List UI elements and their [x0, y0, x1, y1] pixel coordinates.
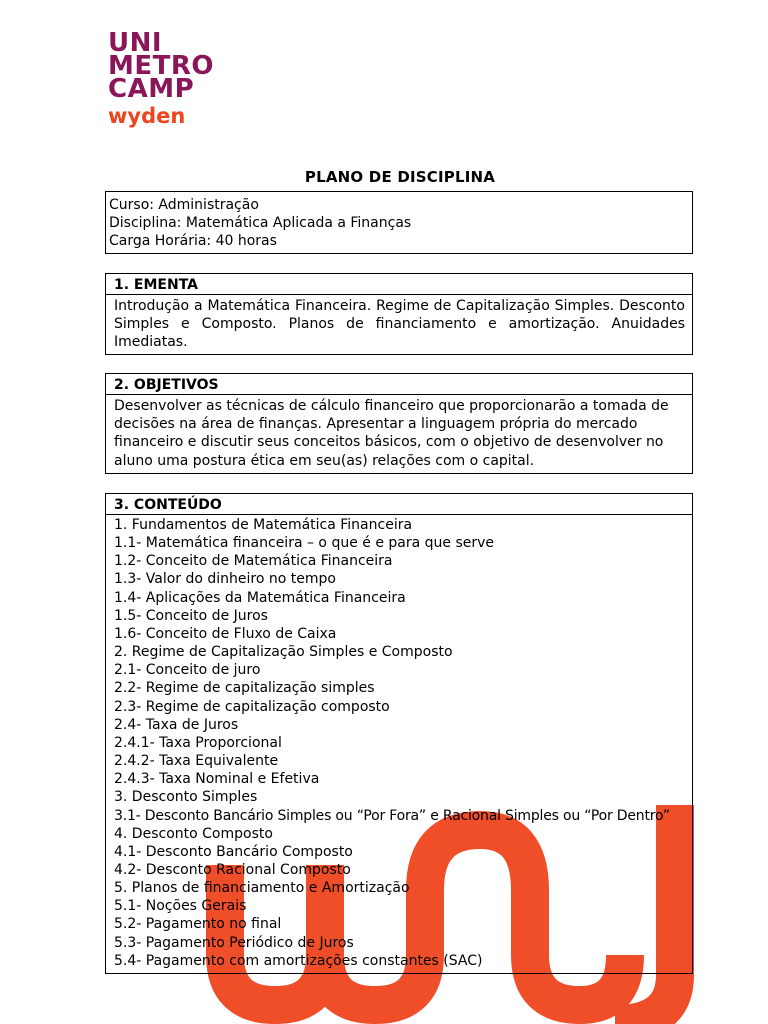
list-item: 1. Fundamentos de Matemática Financeira — [114, 517, 413, 533]
list-item: 2.3- Regime de capitalização composto — [114, 698, 390, 715]
list-item: 4. Desconto Composto — [114, 825, 273, 842]
list-item: 1.6- Conceito de Fluxo de Caixa — [114, 625, 337, 642]
ementa-section — [105, 273, 693, 355]
ementa-heading: 1. EMENTA — [106, 274, 692, 295]
list-item: 2. Regime de Capitalização Simples e Composto — [114, 644, 453, 661]
list-item: 5.1- Noções Gerais — [114, 898, 247, 915]
conteudo-section — [105, 493, 693, 974]
list-item: 1.4- Aplicações da Matemática Financeira — [114, 589, 406, 606]
list-item: 2.4.3- Taxa Nominal e Efetiva — [114, 771, 320, 788]
list-item: 2.4.1- Taxa Proporcional — [114, 734, 282, 751]
list-item: 1.2- Conceito de Matemática Financeira — [114, 553, 393, 570]
objetivos-text: Desenvolver as técnicas de cálculo financeiro que proporcionarão a tomada de decisões na área de finanças. Apresentar a linguagem própria do mercado financeiro e discutir seus conceitos básicos, com o objetivo de desenvolver no aluno uma postura ética em seu(as) relações com o capital. — [114, 398, 669, 469]
logo-line-camp: CAMP — [108, 74, 195, 104]
list-item: 2.2- Regime de capitalização simples — [114, 680, 375, 697]
objetivos-heading: 2. OBJETIVOS — [106, 374, 692, 395]
list-item: 3. Desconto Simples — [114, 789, 258, 806]
logo-line-uni: UNI — [108, 28, 163, 58]
discipline-name: Disciplina: Matemática Aplicada a Finanças — [109, 215, 412, 231]
logo-line-metro: METRO — [108, 51, 214, 81]
course-name: Curso: Administração — [109, 197, 259, 213]
unimetrocamp-logo — [108, 28, 214, 128]
list-item: 5. Planos de financiamento e Amortização — [114, 880, 410, 897]
list-item: 1.1- Matemática financeira – o que é e para que serve — [114, 535, 495, 552]
list-item: 5.4- Pagamento com amortizações constantes (SAC) — [114, 952, 483, 969]
list-item: 2.4- Taxa de Juros — [114, 716, 239, 733]
conteudo-heading: 3. CONTEÚDO — [106, 494, 692, 515]
list-item: 5.3- Pagamento Periódico de Juros — [114, 934, 354, 951]
list-item: 4.1- Desconto Bancário Composto — [114, 843, 353, 860]
document-title: PLANO DE DISCIPLINA — [304, 168, 496, 186]
list-item: 2.1- Conceito de juro — [114, 662, 261, 679]
list-item: 3.1- Desconto Bancário Simples ou “Por Fora” e Racional Simples ou “Por Dentro” — [114, 807, 670, 824]
list-item: 5.2- Pagamento no final — [114, 916, 282, 933]
list-item: 1.5- Conceito de Juros — [114, 607, 268, 624]
conteudo-list — [106, 515, 692, 973]
list-item: 1.3- Valor do dinheiro no tempo — [114, 571, 336, 588]
course-info-box — [105, 191, 693, 254]
objetivos-section — [105, 373, 693, 474]
list-item: 4.2- Desconto Racional Composto — [114, 861, 351, 878]
workload: Carga Horária: 40 horas — [109, 233, 277, 249]
logo-wyden: wyden — [108, 104, 186, 128]
ementa-text: Introdução a Matemática Financeira. Regime de Capitalização Simples. Desconto Simples e Composto. Planos de financiamento e amortização. Anuidades Imediatas. — [114, 298, 685, 351]
list-item: 2.4.2- Taxa Equivalente — [114, 753, 279, 770]
